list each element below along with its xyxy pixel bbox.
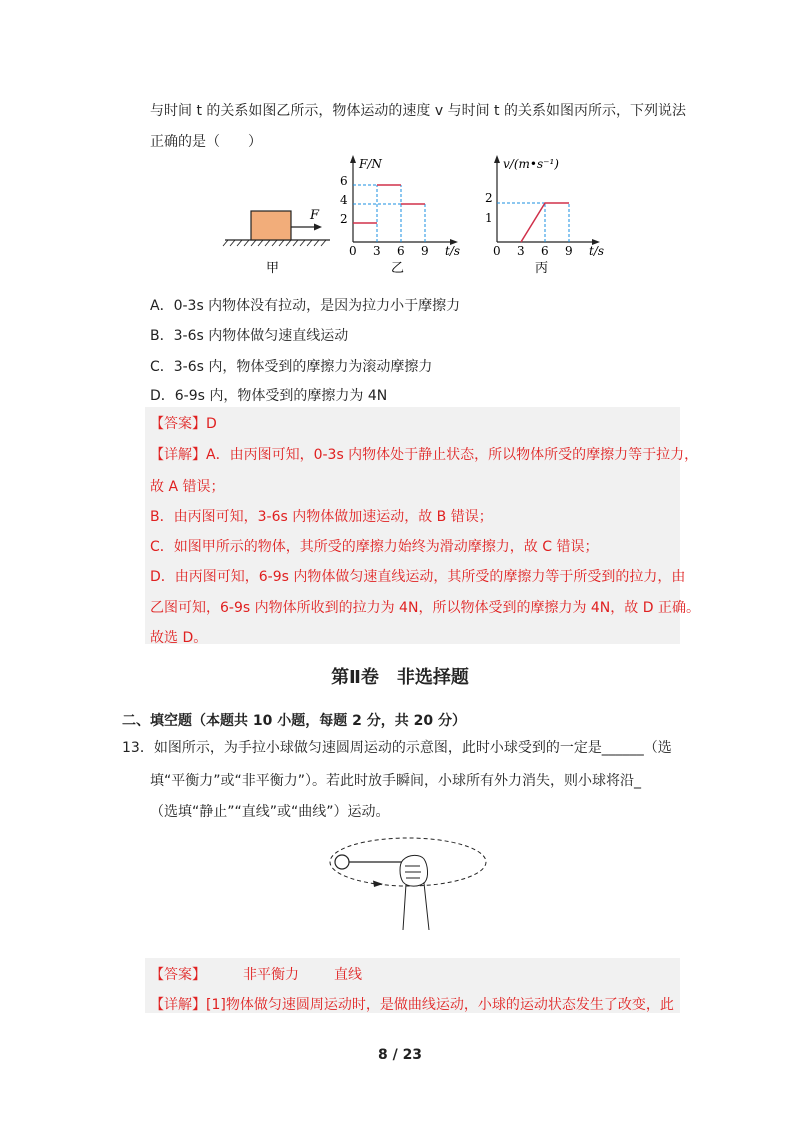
yi-guides — [353, 185, 425, 242]
answer1-detail-3: B．由丙图可知，3-6s 内物体做加速运动，故 B 错误； — [150, 509, 493, 525]
option-b: B．3-6s 内物体做匀速直线运动 — [150, 328, 349, 344]
yi-xtick-3: 3 — [373, 244, 381, 258]
force-label: F — [310, 208, 320, 223]
hand — [400, 855, 429, 930]
section-title: 二、填空题（本题共 10 小题，每题 2 分，共 20 分） — [122, 713, 466, 729]
option-d: D．6-9s 内，物体受到的摩擦力为 4N — [150, 388, 388, 404]
bing-ytick-2: 2 — [485, 191, 493, 205]
bing-x-label: t/s — [589, 244, 605, 258]
answer1-answer: 【答案】D — [150, 416, 217, 432]
yi-x-label: t/s — [445, 244, 461, 258]
orbit-arrow — [373, 881, 383, 888]
answer2-label: 【答案】 — [150, 967, 206, 983]
caption-bing: 丙 — [535, 261, 549, 276]
bing-y-arrow — [494, 155, 500, 163]
bing-xtick-9: 9 — [565, 244, 573, 258]
answer1-detail-6: 乙图可知，6-9s 内物体所收到的拉力为 4N，所以物体受到的摩擦力为 4N，故 D 正确。 — [150, 600, 700, 616]
figures-svg — [210, 150, 630, 280]
q13-line2: 填“平衡力”或“非平衡力”）。若此时放手瞬间，小球所有外力消失，则小球将沿_ — [150, 773, 642, 789]
option-c: C．3-6s 内，物体受到的摩擦力为滚动摩擦力 — [150, 359, 433, 375]
question-intro-line2: 正确的是（ ） — [150, 134, 262, 150]
yi-xtick-9: 9 — [421, 244, 429, 258]
answer2-ans1: 非平衡力 — [243, 967, 299, 983]
bing-xtick-3: 3 — [517, 244, 525, 258]
figure-yi — [340, 155, 460, 276]
answer1-detail-1: 【详解】A．由丙图可知，0-3s 内物体处于静止状态，所以物体所受的摩擦力等于拉力， — [150, 447, 699, 463]
caption-yi: 乙 — [391, 261, 405, 276]
bing-y-label: v/(m•s⁻¹) — [503, 157, 559, 171]
answer1-detail-5: D．由丙图可知，6-9s 内物体做匀速直线运动，其所受的摩擦力等于所受到的拉力，由 — [150, 569, 686, 585]
question-intro-line1: 与时间 t 的关系如图乙所示，物体运动的速度 v 与时间 t 的关系如图丙所示，下列说法 — [150, 103, 686, 119]
yi-y-label: F/N — [359, 157, 382, 171]
answer2-ans2: 直线 — [334, 967, 362, 983]
answer1-detail-7: 故选 D。 — [150, 630, 208, 646]
figure-jia — [223, 208, 330, 276]
yi-ytick-4: 4 — [340, 193, 348, 207]
yi-ytick-2: 2 — [340, 212, 348, 226]
bing-xtick-6: 6 — [541, 244, 549, 258]
q13-line3: （选填“静止”“直线”或“曲线”）运动。 — [150, 804, 390, 820]
ball — [335, 855, 349, 869]
answer1-detail-2: 故 A 错误； — [150, 479, 225, 495]
answer1-detail-4: C．如图甲所示的物体，其所受的摩擦力始终为滑动摩擦力，故 C 错误； — [150, 539, 599, 555]
ground-hatch — [223, 240, 326, 246]
option-a: A．0-3s 内物体没有拉动，是因为拉力小于摩擦力 — [150, 298, 461, 314]
caption-jia: 甲 — [266, 261, 280, 276]
force-arrow-head — [314, 224, 322, 231]
block — [251, 211, 291, 240]
yi-xtick-0: 0 — [349, 244, 357, 258]
part-title: 第Ⅱ卷 非选择题 — [331, 667, 469, 688]
page-separator: / — [392, 1047, 398, 1063]
yi-ytick-6: 6 — [340, 174, 348, 188]
page-number — [0, 1047, 800, 1063]
figure-bing — [485, 155, 604, 276]
q13-line1: 13．如图所示，为手拉小球做匀速圆周运动的示意图，此时小球受到的一定是______（选 — [122, 740, 672, 756]
bing-xtick-0: 0 — [493, 244, 501, 258]
circular-motion-figure — [325, 832, 495, 942]
bing-ytick-1: 1 — [485, 211, 493, 225]
answer2-detail: 【详解】[1]物体做匀速圆周运动时，是做曲线运动，小球的运动状态发生了改变，此 — [150, 997, 674, 1013]
page-current: 8 — [377, 1047, 388, 1063]
yi-xtick-6: 6 — [397, 244, 405, 258]
page-total: 23 — [402, 1047, 423, 1063]
yi-y-arrow — [350, 155, 356, 163]
